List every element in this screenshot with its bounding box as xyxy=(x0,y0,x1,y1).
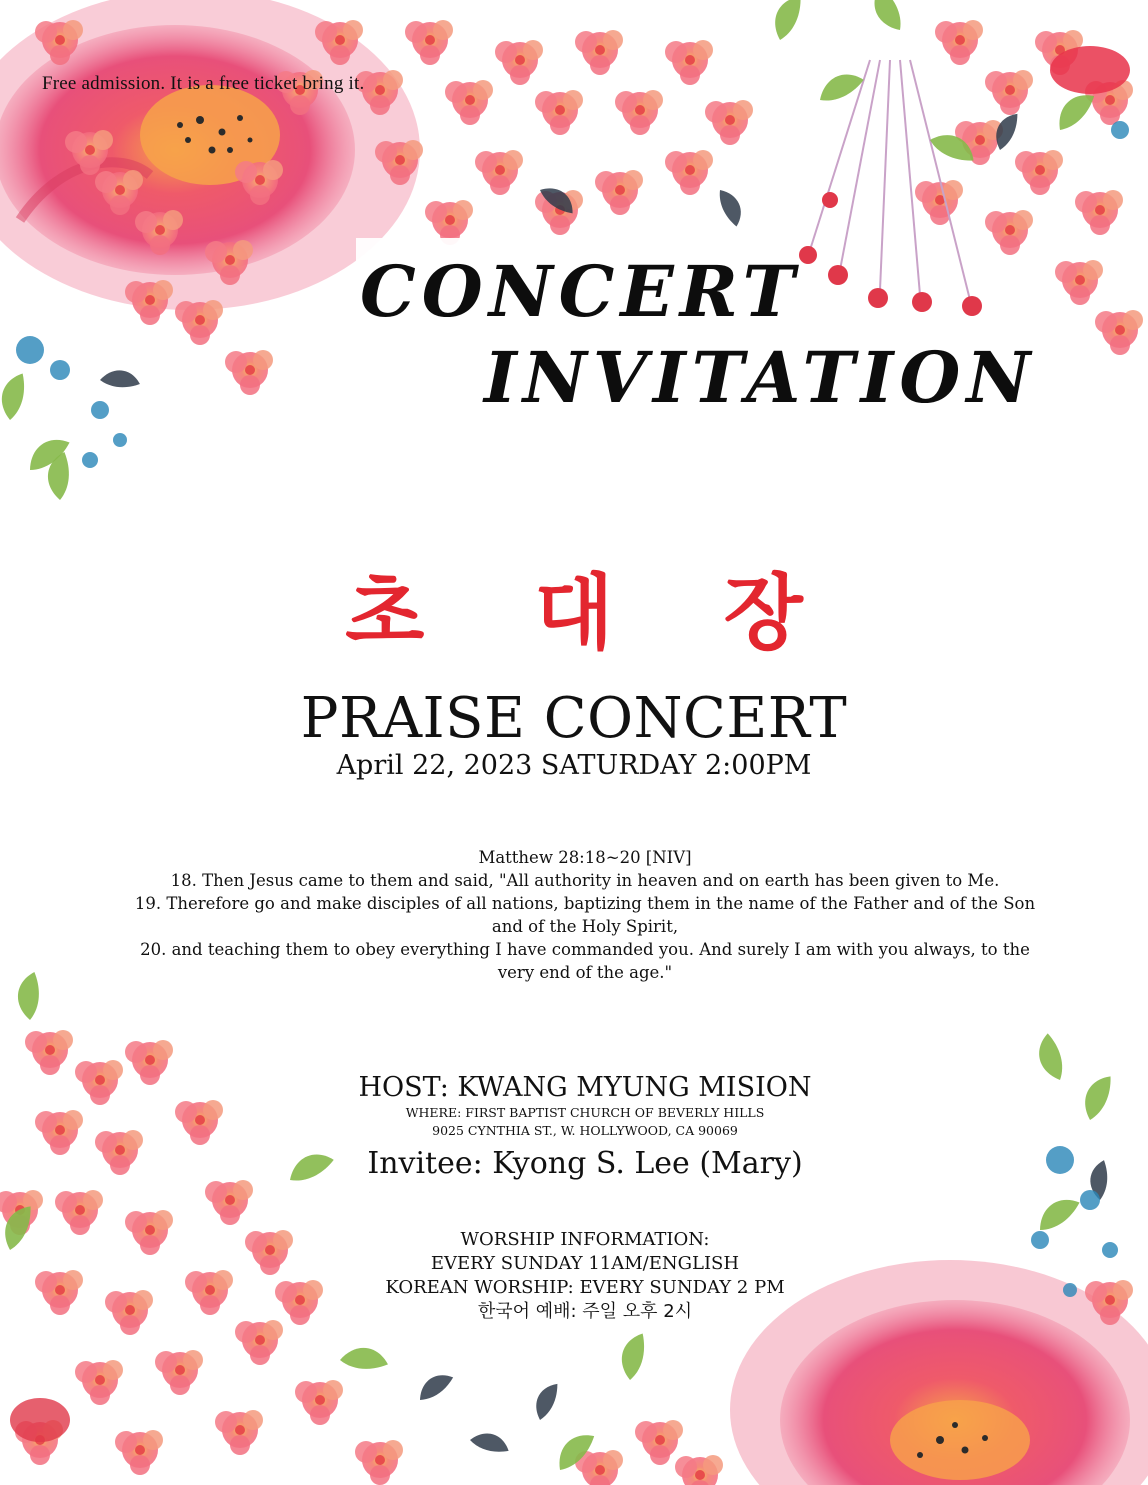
korean-invitation-title: 초대장 xyxy=(345,566,913,661)
invitee-line: Invitee: Kyong S. Lee (Mary) xyxy=(367,1146,803,1181)
scripture-line: very end of the age." xyxy=(497,963,673,982)
host-line: HOST: KWANG MYUNG MISION xyxy=(358,1072,812,1103)
title-invitation-block xyxy=(484,330,1044,420)
title-concert: CONCERT xyxy=(360,250,801,333)
event-date: April 22, 2023 SATURDAY 2:00PM xyxy=(336,750,812,781)
event-name: PRAISE CONCERT xyxy=(300,686,848,751)
scripture-reference: Matthew 28:18~20 [NIV] xyxy=(478,848,692,867)
worship-korean-en: KOREAN WORSHIP: EVERY SUNDAY 2 PM xyxy=(385,1277,785,1298)
address-line: 9025 CYNTHIA ST., W. HOLLYWOOD, CA 90069 xyxy=(432,1123,738,1138)
worship-korean-kr: 한국어 예배: 주일 오후 2시 xyxy=(477,1301,693,1322)
worship-heading: WORSHIP INFORMATION: xyxy=(460,1229,710,1250)
venue-line: WHERE: FIRST BAPTIST CHURCH OF BEVERLY HILLS xyxy=(405,1105,765,1120)
scripture-block xyxy=(110,846,1060,984)
worship-info xyxy=(0,1228,1148,1324)
scripture-line: 20. and teaching them to obey everything I have commanded you. And surely I am with you always, to the xyxy=(140,940,1030,959)
scripture-line: 19. Therefore go and make disciples of all nations, baptizing them in the name of the Father and of the Son xyxy=(134,894,1036,913)
scripture-line: 18. Then Jesus came to them and said, "All authority in heaven and on earth has been given to Me. xyxy=(170,871,1000,890)
title-invitation: INVITATION xyxy=(484,336,1037,419)
title-concert-block xyxy=(356,238,801,342)
admission-note: Free admission. It is a free ticket bring it. xyxy=(42,73,365,94)
scripture-line: and of the Holy Spirit, xyxy=(491,917,679,936)
worship-english: EVERY SUNDAY 11AM/ENGLISH xyxy=(430,1253,740,1274)
